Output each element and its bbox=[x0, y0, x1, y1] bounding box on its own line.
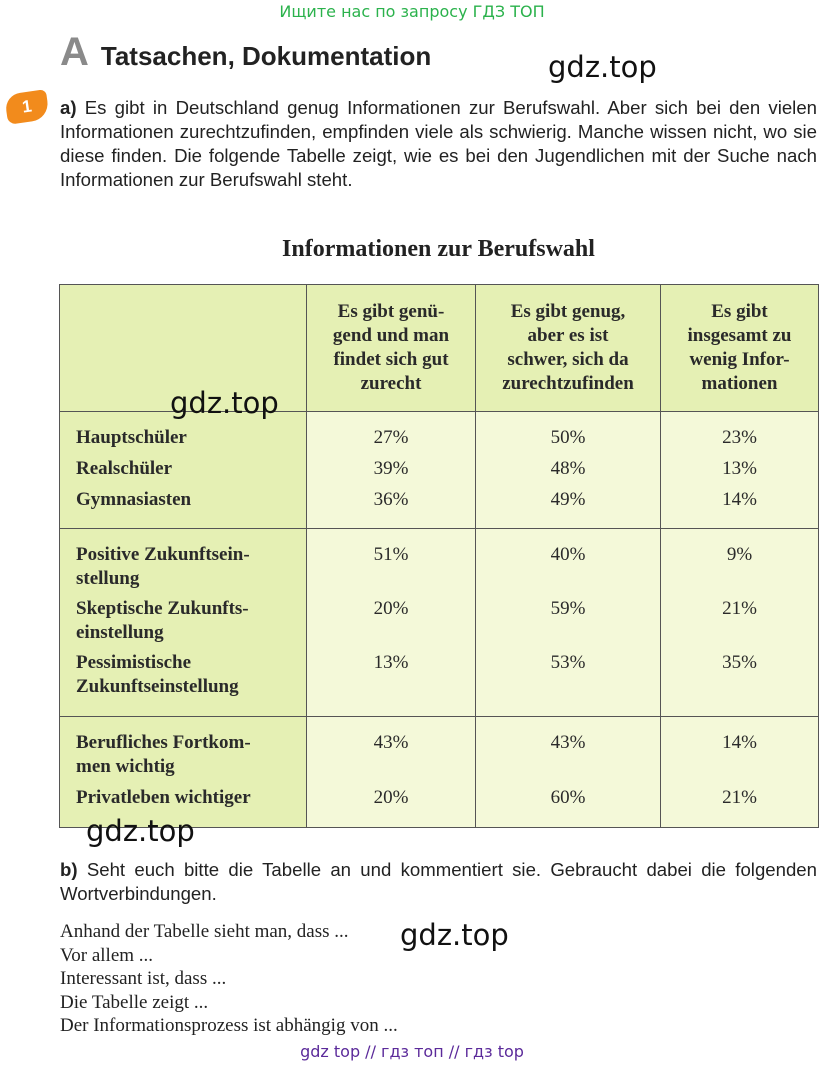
header-cell-too-little: Es gibt insgesamt zu wenig Infor- mationen bbox=[661, 285, 819, 412]
row-label-cell bbox=[60, 529, 307, 717]
value-cell bbox=[307, 529, 476, 717]
row-label: Pessimistische Zukunftseinstellung bbox=[76, 652, 239, 697]
value-cell bbox=[307, 717, 476, 828]
percent-value: 43% bbox=[550, 732, 586, 753]
percent-value: 39% bbox=[373, 458, 409, 479]
footer-links: gdz top // гдз топ // гдз top bbox=[300, 1042, 524, 1061]
row-label: Privatleben wichtiger bbox=[76, 787, 251, 808]
percent-value: 13% bbox=[722, 458, 757, 479]
percent-value: 60% bbox=[550, 787, 586, 808]
percent-value: 50% bbox=[550, 427, 586, 448]
task-a-paragraph bbox=[60, 96, 817, 192]
value-cell bbox=[661, 529, 819, 717]
percent-value: 48% bbox=[550, 458, 586, 479]
value-cell bbox=[476, 529, 661, 717]
percent-value: 20% bbox=[373, 787, 409, 808]
table-title: Informationen zur Berufswahl bbox=[282, 236, 595, 262]
row-label: Realschüler bbox=[76, 458, 173, 479]
percent-value: 49% bbox=[550, 489, 586, 510]
row-label: Positive Zukunftsein- stellung bbox=[76, 544, 250, 589]
career-info-table bbox=[59, 284, 819, 828]
task-b-paragraph bbox=[60, 858, 817, 906]
watermark: gdz.top bbox=[400, 918, 509, 952]
row-label-cell bbox=[60, 412, 307, 529]
row-label: Gymnasiasten bbox=[76, 489, 192, 510]
percent-value: 53% bbox=[550, 652, 586, 673]
value-cell bbox=[476, 717, 661, 828]
percent-value: 14% bbox=[722, 489, 757, 510]
row-label: Hauptschüler bbox=[76, 427, 187, 448]
phrase-item: Anhand der Tabelle sieht man, dass ... bbox=[60, 921, 349, 942]
task-number-badge: 1 bbox=[4, 89, 50, 125]
percent-value: 23% bbox=[722, 427, 757, 448]
section-heading bbox=[60, 30, 431, 75]
table-row-group bbox=[60, 717, 819, 828]
phrase-item: Die Tabelle zeigt ... bbox=[60, 991, 209, 1013]
section-letter: A bbox=[60, 30, 89, 74]
phrase-item: Der Informationsprozess ist abhängig von ... bbox=[60, 1015, 398, 1036]
percent-value: 21% bbox=[722, 598, 757, 619]
row-label: Berufliches Fortkom- men wichtig bbox=[76, 732, 251, 777]
value-cell bbox=[307, 412, 476, 529]
watermark: gdz.top bbox=[548, 50, 657, 84]
percent-value: 51% bbox=[373, 544, 409, 565]
table-row-group bbox=[60, 412, 819, 529]
percent-value: 13% bbox=[373, 652, 409, 673]
percent-value: 27% bbox=[373, 427, 409, 448]
phrase-list bbox=[60, 920, 398, 1038]
table-row-group bbox=[60, 529, 819, 717]
percent-value: 59% bbox=[550, 598, 586, 619]
value-cell bbox=[661, 412, 819, 529]
header-cell-hard: Es gibt genug, aber es ist schwer, sich da zurechtzufinden bbox=[476, 285, 661, 412]
phrase-item: Vor allem ... bbox=[60, 944, 154, 966]
percent-value: 35% bbox=[722, 652, 757, 673]
task-a-text: Es gibt in Deutschland genug Informationen zur Berufswahl. Aber sich bei den vielen Informationen zurechtzufinden, empfinden viele als schwierig. Manche wissen nicht, wo sie diese finden. Die folgende Tabelle zeigt, wie es bei den Jugendlichen mit der Suche nach Informationen zur Berufswahl steht. bbox=[60, 97, 817, 190]
value-cell bbox=[661, 717, 819, 828]
row-label: Skeptische Zukunfts- einstellung bbox=[76, 598, 249, 643]
search-banner: Ищите нас по запросу ГДЗ ТОП bbox=[279, 2, 545, 21]
phrase-item: Interessant ist, dass ... bbox=[60, 968, 227, 989]
task-b-text: Seht euch bitte die Tabelle an und kommentiert sie. Gebraucht dabei die folgenden Wortverbindungen. bbox=[60, 859, 817, 904]
row-label-cell bbox=[60, 717, 307, 828]
watermark: gdz.top bbox=[86, 814, 195, 848]
value-cell bbox=[476, 412, 661, 529]
percent-value: 21% bbox=[722, 787, 757, 808]
percent-value: 36% bbox=[373, 489, 409, 510]
task-a-label: a) bbox=[60, 97, 77, 118]
percent-value: 14% bbox=[722, 732, 757, 753]
percent-value: 43% bbox=[373, 732, 409, 753]
header-cell-enough: Es gibt genü- gend und man findet sich gut zurecht bbox=[307, 285, 476, 412]
section-title: Tatsachen, Dokumentation bbox=[100, 41, 432, 71]
task-b-label: b) bbox=[60, 859, 78, 880]
percent-value: 40% bbox=[550, 544, 586, 565]
percent-value: 9% bbox=[726, 544, 753, 565]
watermark: gdz.top bbox=[170, 386, 279, 420]
percent-value: 20% bbox=[373, 598, 409, 619]
